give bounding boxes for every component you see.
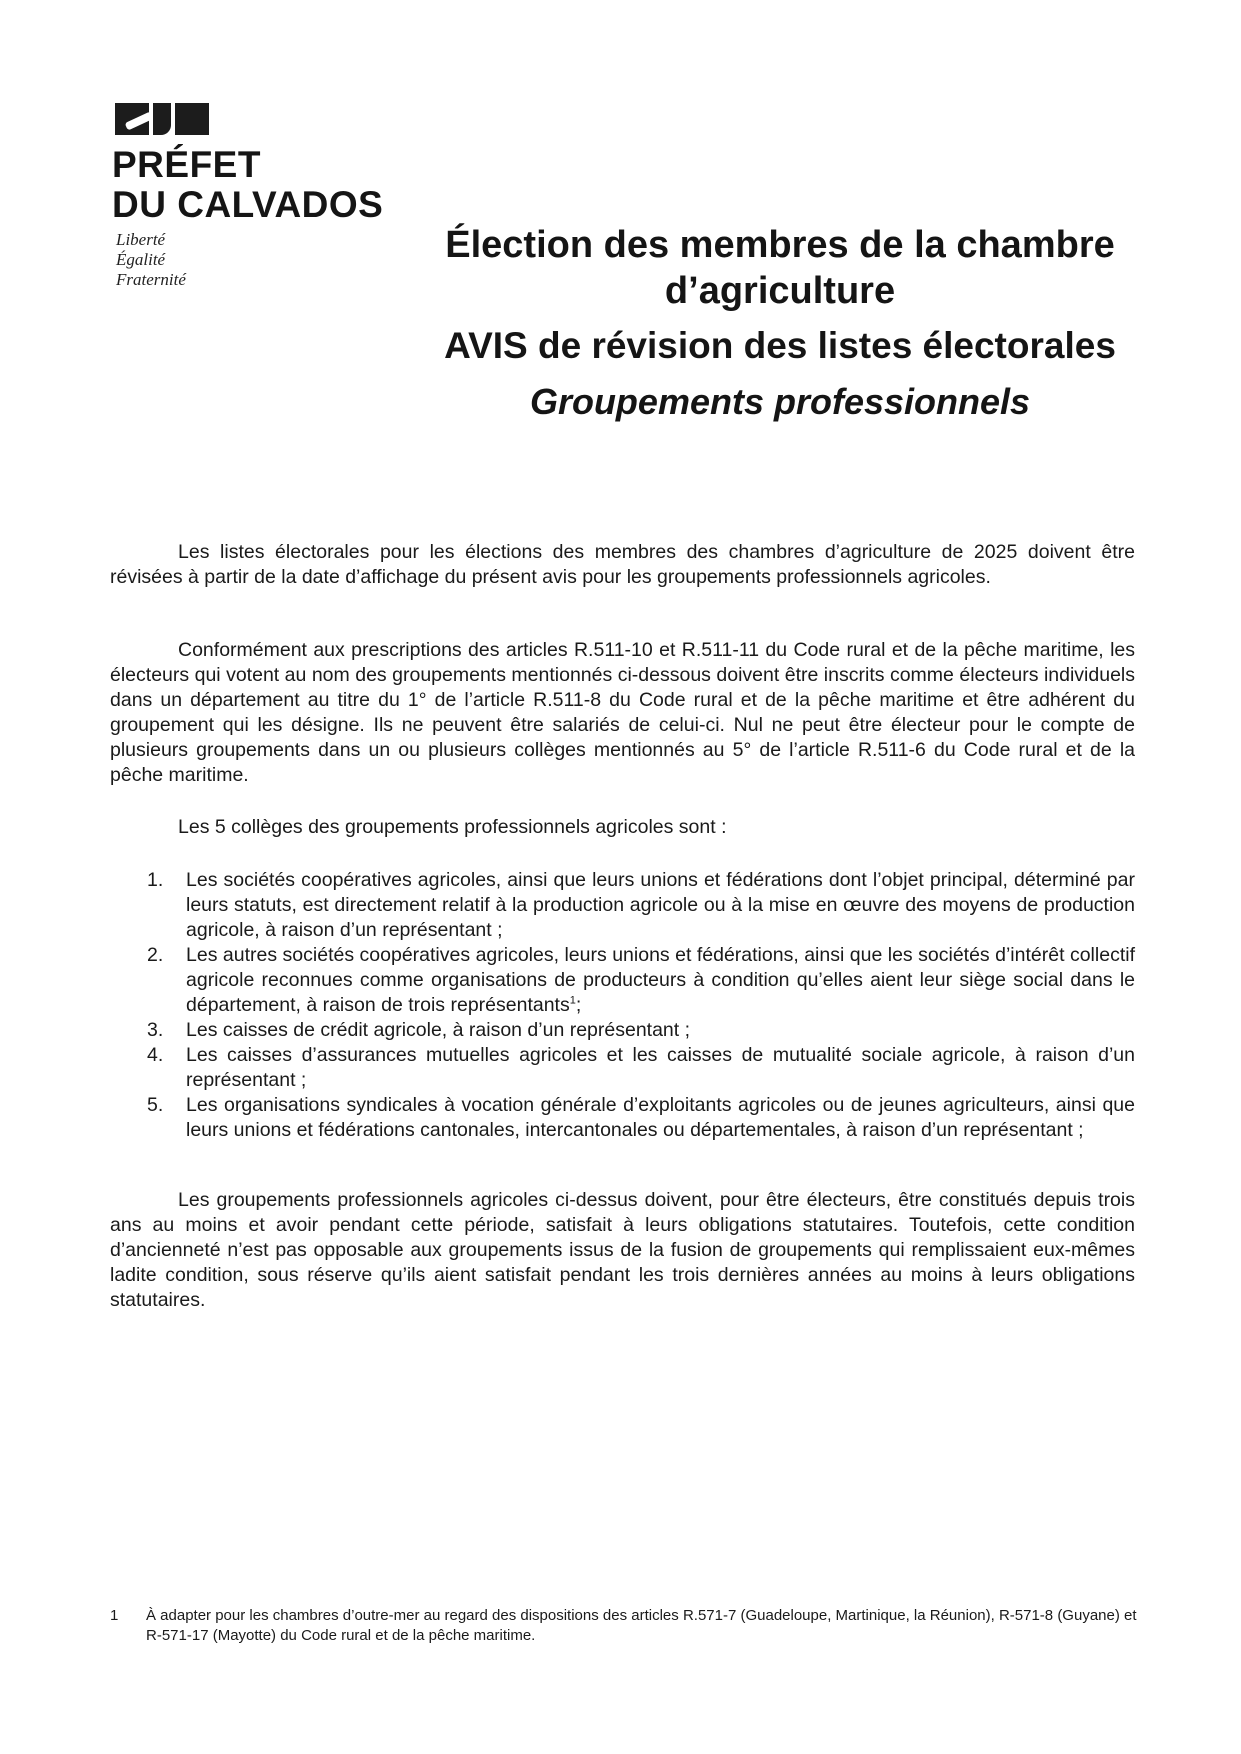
notice-subtitle: Groupements professionnels [529,381,1031,422]
list-item-text: Les caisses d’assurances mutuelles agricoles et les caisses de mutualité sociale agricole, à raison d’un représentant ; [186,1044,1135,1091]
list-item-suffix: ; [575,994,582,1016]
paragraph-colleges-intro [110,815,1135,840]
motto-fraternite: Fraternité [116,270,186,289]
paragraph-intro [110,540,1135,590]
notice-title: AVIS de révision des listes électorales [444,325,1116,366]
list-item [110,943,1135,1018]
paragraph-conditions [110,638,1135,788]
footnote-text: À adapter pour les chambres d’outre-mer au regard des dispositions des articles R.571-7 (Guadeloupe, Martinique, la Réunion), R-571-8 (Guyane) et R-571-17 (Mayotte) du Code rural et de la pêche maritime. [146,1607,1137,1644]
paragraph-text: Les 5 collèges des groupements professionnels agricoles sont : [178,816,727,838]
prefecture-line-2: DU CALVADOS [112,184,384,225]
document-title: Élection des membres de la chambre d’agriculture [445,224,1115,312]
paragraph-seniority [110,1188,1135,1313]
list-item-number: 3. [147,1019,164,1041]
paragraph-text: Les listes électorales pour les élections des membres des chambres d’agriculture de 2025 doivent être révisées à partir de la date d’affichage du présent avis pour les groupements professionnels agricoles. [110,541,1135,588]
list-item [110,1043,1135,1093]
list-item [110,1018,1135,1043]
prefecture-name [112,145,383,225]
list-item-number: 5. [147,1094,164,1116]
colleges-list [110,868,1135,1143]
footnote-reference[interactable]: 1 [569,994,576,1007]
list-item [110,1093,1135,1143]
republic-motto [116,230,186,290]
motto-egalite: Égalité [116,250,166,269]
list-item-text: Les caisses de crédit agricole, à raison d’un représentant ; [186,1019,691,1041]
list-item-text: Les sociétés coopératives agricoles, ainsi que leurs unions et fédérations dont l’objet principal, déterminé par leurs statuts, est directement relatif à la production agricole ou à la mise en œuvre des moyens de production agricole, à raison d’un représentant ; [186,869,1135,941]
list-item-text: Les autres sociétés coopératives agricoles, leurs unions et fédérations, ainsi que les sociétés d’intérêt collectif agricole reconnues comme organisations de producteurs à condition qu’elles aient leur siège social dans le département, à raison de trois représentants [186,944,1135,1016]
paragraph-text: Les groupements professionnels agricoles ci-dessus doivent, pour être électeurs, être constitués depuis trois ans au moins et avoir pendant cette période, satisfait à leurs obligations statutaires. Toutefois, cette condition d’ancienneté n’est pas opposable aux groupements issus de la fusion de groupements qui remplissaient eux-mêmes ladite condition, sous réserve qu’ils aient satisfait pendant les trois dernières années au moins à leurs obligations statutaires. [110,1189,1135,1311]
paragraph-text: Conformément aux prescriptions des articles R.511-10 et R.511-11 du Code rural et de la pêche maritime, les électeurs qui votent au nom des groupements mentionnés ci-dessous doivent être inscrits comme électeurs individuels dans un département au titre du 1° de l’article R.511-8 du Code rural et de la pêche maritime et être adhérent du groupement qui les désigne. Ils ne peuvent être salariés de celui-ci. Nul ne peut être électeur pour le compte de plusieurs groupements dans un ou plusieurs collèges mentionnés au 5° de l’article R.511-6 du Code rural et de la pêche maritime. [110,639,1135,786]
list-item-number: 1. [147,869,164,891]
list-item [110,868,1135,943]
list-item-number: 4. [147,1044,164,1066]
prefecture-line-1: PRÉFET [112,144,261,185]
list-item-text: Les organisations syndicales à vocation générale d’exploitants agricoles ou de jeunes agriculteurs, ainsi que leurs unions et fédérations cantonales, intercantonales ou départementales, à raison d’un représentant ; [186,1094,1135,1141]
footnote [110,1606,1140,1646]
motto-liberte: Liberté [116,230,166,249]
list-item-number: 2. [147,944,164,966]
footnote-number: 1 [110,1607,119,1624]
marianne-logo-icon [115,103,215,137]
